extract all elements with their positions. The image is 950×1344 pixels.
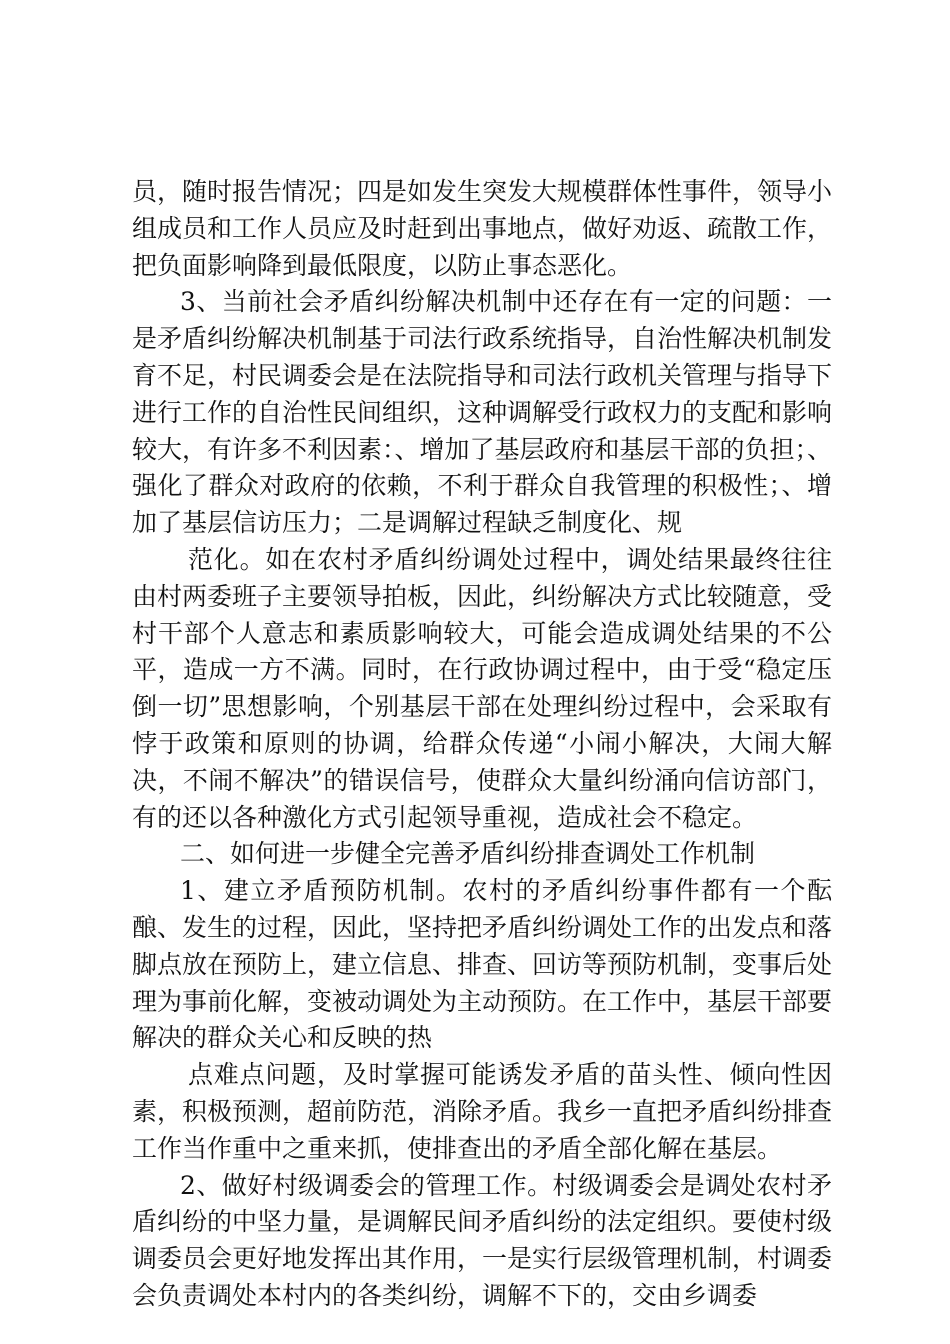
paragraph-point-2-committee: 2、做好村级调委会的管理工作。村级调委会是调处农村矛盾纠纷的中坚力量，是调解民间矛盾纠纷的法定组织。要使村级调委员会更好地发挥出其作用，一是实行层级管理机制，村调委会负责调处本村内的各类纠纷，调解不下的，交由乡调委 bbox=[132, 1170, 833, 1310]
section-heading-2: 二、如何进一步健全完善矛盾纠纷排查调处工作机制 bbox=[180, 839, 756, 869]
paragraph-standardization: 范化。如在农村矛盾纠纷调处过程中，调处结果最终往往由村两委班子主要领导拍板，因此，纠纷解决方式比较随意，受村干部个人意志和素质影响较大，可能会造成调处结果的不公平，造成一方不满。同时，在行政协调过程中，由于受“稳定压倒一切”思想影响，个别基层干部在处理纠纷过程中，会采取有悖于政策和原则的协调，给群众传递“小闹小解决，大闹大解决，不闹不解决”的错误信号，使群众大量纠纷涌向信访部门，有的还以各种激化方式引起领导重视，造成社会不稳定。 bbox=[132, 544, 833, 832]
paragraph-continuation-emergency: 员，随时报告情况；四是如发生突发大规模群体性事件，领导小组成员和工作人员应及时赶到出事地点，做好劝返、疏散工作，把负面影响降到最低限度，以防止事态恶化。 bbox=[132, 177, 833, 280]
paragraph-hotspot-issues: 点难点问题，及时掌握可能诱发矛盾的苗头性、倾向性因素，积极预测，超前防范，消除矛盾。我乡一直把矛盾纠纷排查工作当作重中之重来抓，使排查出的矛盾全部化解在基层。 bbox=[132, 1060, 833, 1163]
paragraph-point-1-prevention: 1、建立矛盾预防机制。农村的矛盾纠纷事件都有一个酝酿、发生的过程，因此，坚持把矛盾纠纷调处工作的出发点和落脚点放在预防上，建立信息、排查、回访等预防机制，变事后处理为事前化解，变被动调处为主动预防。在工作中，基层干部要解决的群众关心和反映的热 bbox=[132, 876, 833, 1053]
document-body bbox=[132, 174, 832, 1315]
paragraph-point-3-problems: 3、当前社会矛盾纠纷解决机制中还存在有一定的问题：一是矛盾纠纷解决机制基于司法行政系统指导，自治性解决机制发育不足，村民调委会是在法院指导和司法行政机关管理与指导下进行工作的自治性民间组织，这种调解受行政权力的支配和影响较大，有许多不利因素：、增加了基层政府和基层干部的负担；、强化了群众对政府的依赖，不利于群众自我管理的积极性；、增加了基层信访压力；二是调解过程缺乏制度化、规 bbox=[132, 287, 833, 538]
